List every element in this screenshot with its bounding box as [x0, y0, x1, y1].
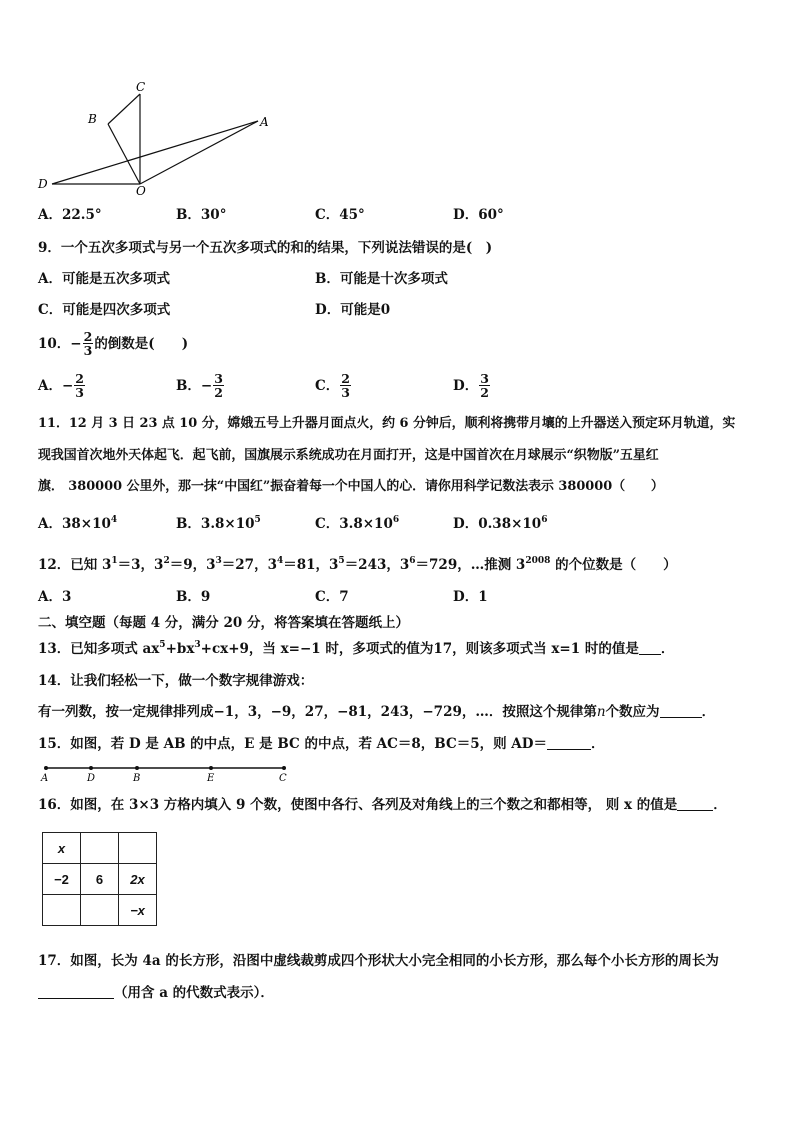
q17-line-1: 17．如图，长为 4a 的长方形，沿图中虚线裁剪成四个形状大小完全相同的小长方形，那么每个小长方形的周长为 [38, 953, 719, 969]
grid-cell: −x [119, 895, 157, 926]
point-e [209, 766, 213, 770]
q8-option-b[interactable]: B．30° [176, 207, 227, 223]
point-label-a: A [260, 115, 269, 129]
grid-cell [81, 895, 119, 926]
q12-option-b[interactable]: B．9 [176, 589, 211, 605]
point-label-b: B [88, 112, 97, 126]
grid-cell: 6 [81, 864, 119, 895]
geometry-figure-q8 [30, 78, 280, 200]
q8-option-d[interactable]: D．60° [453, 207, 504, 223]
segment-d-a [52, 121, 258, 184]
q9-stem: 9．一个五次多项式与另一个五次多项式的和的结果，下列说法错误的是( ) [38, 240, 493, 256]
q13-stem: 13．已知多项式 $ax^5+bx^3+cx+9$，当 x=−1 时，多项式的值为17，则该多项式当 x=1 时的值是 ． [38, 640, 675, 657]
q10-suffix: 的倒数是( ) [94, 335, 189, 352]
label-a: A [41, 773, 49, 784]
q9-option-a[interactable]: A．可能是五次多项式 [38, 271, 170, 287]
q14-line-2: 有一列数，按一定规律排列成−1，3，−9，27，−81，243，−729，…．按照这个规律第n个数应为 ． [38, 704, 716, 720]
q9-option-d[interactable]: D．可能是0 [315, 302, 391, 318]
point-c [282, 766, 286, 770]
number-line-figure-q15 [38, 760, 298, 786]
q14-answer-blank[interactable] [660, 703, 702, 718]
q9-option-c[interactable]: C．可能是四次多项式 [38, 302, 171, 318]
q10-stem [38, 330, 188, 357]
q11-option-d[interactable]: D．$0.38\times 10^6$ [453, 515, 548, 532]
label-b: B [133, 773, 141, 784]
q11-option-c[interactable]: C．$3.8\times 10^6$ [315, 515, 400, 532]
q17-answer-blank[interactable] [38, 984, 114, 999]
q12-option-a[interactable]: A．3 [38, 589, 72, 605]
q15-stem: 15．如图，若 D 是 AB 的中点，E 是 BC 的中点，若 AC＝8，BC＝5，则 AD＝ ． [38, 736, 605, 752]
q12-option-c[interactable]: C．7 [315, 589, 349, 605]
q11-line-2: 现我国首次地外天体起飞．起飞前，国旗展示系统成功在月面打开，这是中国首次在月球展示“织物版”五星红 [38, 448, 659, 463]
segment-o-a [140, 121, 258, 184]
point-d [89, 766, 93, 770]
q14-line-1: 14．让我们轻松一下，做一个数字规律游戏： [38, 673, 314, 689]
q10-option-a[interactable]: A． − $\frac{2}{3}$ [38, 371, 84, 400]
q8-option-c[interactable]: C．45° [315, 207, 365, 223]
q16-answer-blank[interactable] [677, 796, 713, 811]
q13-answer-blank[interactable] [639, 640, 661, 655]
q10-option-c[interactable]: C． $\frac{2}{3}$ [315, 371, 350, 400]
segment-b-c [108, 94, 140, 124]
segment-b-o [108, 124, 140, 184]
grid-cell: 2x [119, 864, 157, 895]
q11-option-a[interactable]: A．$38\times 10^4$ [38, 515, 118, 532]
label-d: D [87, 773, 96, 784]
grid-cell [43, 895, 81, 926]
point-b [135, 766, 139, 770]
q10-option-b[interactable]: B． − $\frac{3}{2}$ [176, 371, 223, 400]
q10-prefix: 10．− [38, 335, 82, 352]
grid-cell [81, 833, 119, 864]
q10-option-d[interactable]: D． $\frac{3}{2}$ [453, 371, 489, 400]
label-e: E [207, 773, 215, 784]
q8-option-a[interactable]: A．22.5° [38, 207, 102, 223]
q16-stem: 16．如图，在 3×3 方格内填入 9 个数，使图中各行、各列及对角线上的三个数之和都相等， 则 x 的值是 ． [38, 797, 727, 813]
q9-option-b[interactable]: B．可能是十次多项式 [315, 271, 448, 287]
grid-cell: −2 [43, 864, 81, 895]
point-a [44, 766, 48, 770]
point-label-o: O [136, 184, 146, 198]
q11-option-b[interactable]: B．$3.8\times 10^5$ [176, 515, 261, 532]
point-label-c: C [136, 80, 146, 94]
grid-cell [119, 833, 157, 864]
q15-answer-blank[interactable] [547, 735, 591, 750]
q10-fraction: $\frac{2}{3}$ [83, 329, 93, 358]
magic-square-grid [42, 832, 157, 926]
q11-line-3: 旗． 380000 公里外，那一抹“中国红”振奋着每一个中国人的心．请你用科学记数法表示 380000（ ） [38, 479, 664, 494]
label-c: C [279, 773, 287, 784]
q17-line-2: （用含 a 的代数式表示）． [38, 984, 274, 1002]
q12-stem: 12．已知 $3^1=3$，$3^2=9$，$3^3=27$，$3^4=81$，$3^5=243$，$3^6=729$，…推测 $3^{2008}$ 的个位数是（ ） [38, 556, 677, 573]
q12-option-d[interactable]: D．1 [453, 589, 488, 605]
point-label-d: D [38, 177, 48, 191]
grid-cell: x [43, 833, 81, 864]
section-heading-fill-in: 二、填空题（每题 4 分，满分 20 分，将答案填在答题纸上） [38, 615, 409, 631]
q11-line-1: 11．12 月 3 日 23 点 10 分，嫦娥五号上升器月面点火，约 6 分钟后，顺利将携带月壤的上升器送入预定环月轨道，实 [38, 416, 736, 431]
